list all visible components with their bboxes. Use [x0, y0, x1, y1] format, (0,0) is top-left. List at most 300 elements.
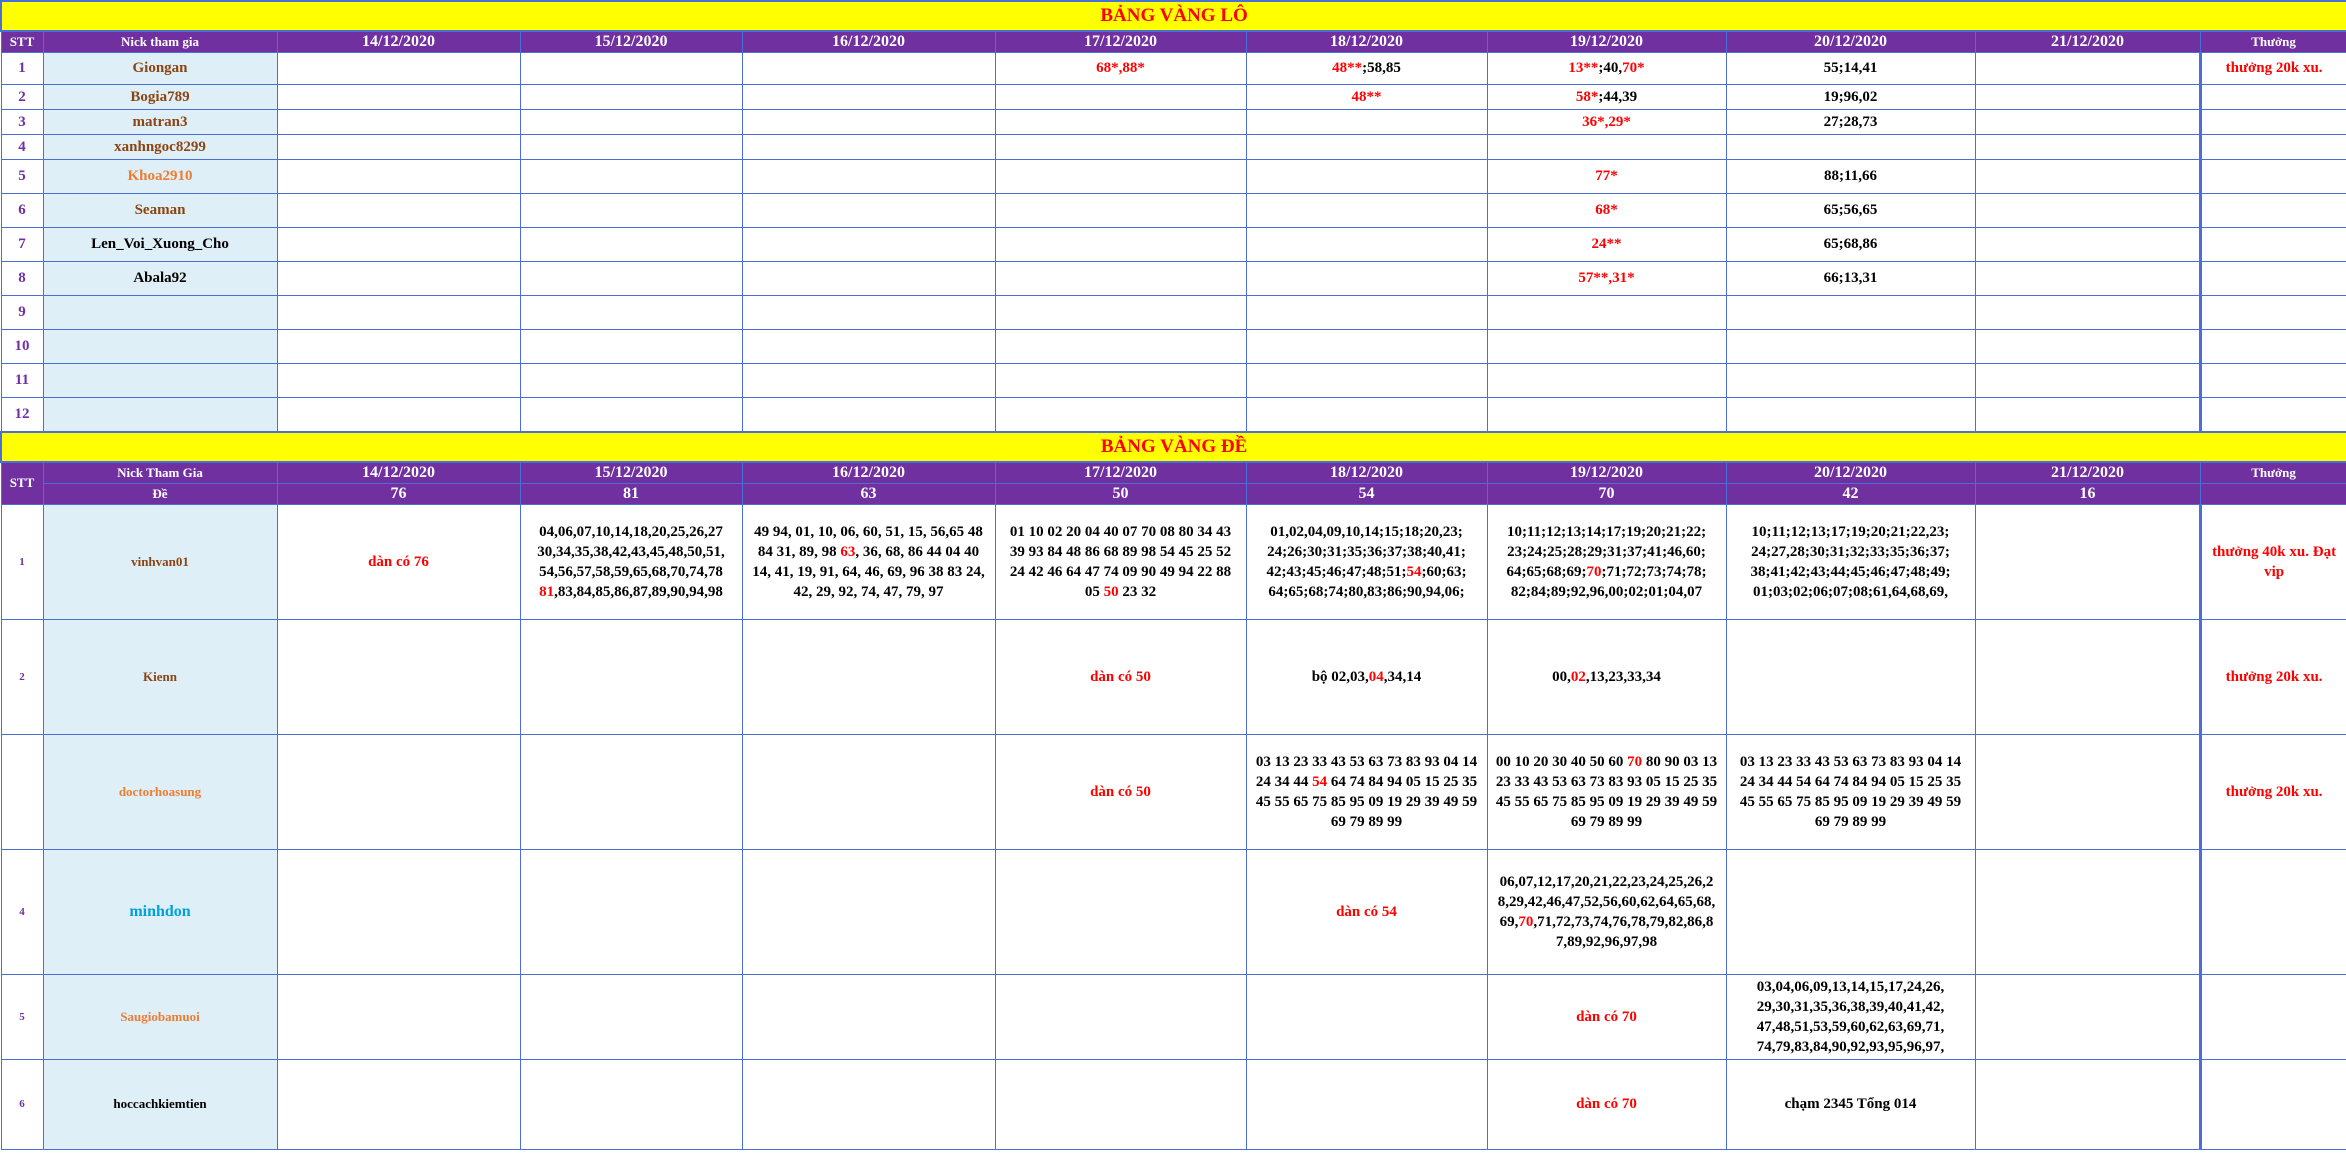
cell-text: dàn có 70 — [1576, 1008, 1637, 1025]
de-value-cell — [1246, 1059, 1487, 1149]
cell-text: 04 — [1368, 668, 1384, 685]
de-value-cell — [2200, 504, 2346, 619]
cell-text: 88;11,66 — [1824, 168, 1877, 184]
cell-text: ,13,23,33,34 — [1585, 668, 1661, 685]
cell-text: 57**,31* — [1578, 270, 1635, 286]
lo-row — [1, 330, 2346, 364]
de-value-cell — [995, 849, 1246, 974]
stt-cell: 9 — [1, 296, 43, 330]
cell-text: 64 74 84 94 05 15 25 35 45 55 65 75 85 95 09 19 29 39 49 59 69 79 89 99 — [1255, 773, 1478, 830]
de-value-cell — [520, 504, 742, 619]
cell-text: chạm 2345 Tổng 014 — [1784, 1096, 1917, 1112]
de-value-cell — [1487, 849, 1726, 974]
cell-text: ;71;72;73;74;78; 82;84;89;92,96,00;02;01;04,07 — [1510, 563, 1707, 600]
lo-value-cell — [2200, 262, 2346, 296]
cell-text: 48** — [1351, 88, 1382, 105]
de-header-cell: 19/12/2020 — [1487, 462, 1726, 484]
lo-value-cell — [1975, 262, 2200, 296]
de-value-cell — [1246, 734, 1487, 849]
de-value-cell — [2200, 619, 2346, 734]
lo-header-cell: 19/12/2020 — [1487, 31, 1726, 53]
de-value-cell — [1726, 504, 1975, 619]
cell-text: dàn có 50 — [1090, 668, 1151, 685]
lo-value-cell — [1487, 330, 1726, 364]
stt-cell: 5 — [1, 160, 43, 194]
cell-text: 58* — [1575, 88, 1599, 105]
de-value-cell — [2200, 734, 2346, 849]
de-value-cell — [1975, 974, 2200, 1059]
de-header-cell: 18/12/2020 — [1246, 462, 1487, 484]
lo-value-cell — [2200, 85, 2346, 110]
cell-text: thưởng 20k xu. — [2225, 668, 2323, 685]
lo-value-cell — [277, 194, 520, 228]
lo-value-cell — [277, 160, 520, 194]
cell-text: 63 — [840, 543, 856, 560]
de-value-cell — [742, 619, 995, 734]
cell-text: ,71,72,73,74,76,78,79,82,86,8 7,89,92,96,97,98 — [1533, 913, 1714, 950]
cell-text: 00, — [1552, 668, 1571, 685]
lo-title-row — [1, 1, 2346, 31]
stt-cell — [1, 734, 43, 849]
de-value-cell — [277, 1059, 520, 1149]
nick-cell: Kienn — [43, 619, 277, 734]
cell-text: 65;56,65 — [1823, 202, 1878, 218]
cell-text: ,34,14 — [1383, 668, 1422, 685]
de-value-cell — [742, 504, 995, 619]
cell-text: bộ 02,03, — [1311, 668, 1369, 685]
de-value-cell — [277, 619, 520, 734]
cell-text: thưởng 40k xu. Đạt vip — [2212, 543, 2337, 580]
lo-value-cell — [1975, 296, 2200, 330]
lo-value-cell — [742, 296, 995, 330]
cell-text: 01 10 02 20 04 40 07 70 08 80 34 43 39 93 84 48 86 68 89 98 54 45 25 52 24 42 46 64 47 74 09 90 49 94 22 88 05 — [1009, 523, 1232, 600]
lo-value-cell — [277, 296, 520, 330]
de-header-row — [1, 462, 2346, 484]
cell-text: 10;11;12;13;14;17;19;20;21;22; 23;24;25;28;29;31;37;41;46,60; 64;65;68;69; — [1506, 523, 1707, 580]
lo-value-cell — [1246, 330, 1487, 364]
de-result-cell: 63 — [742, 483, 995, 504]
de-value-cell — [520, 619, 742, 734]
lo-header-cell: Thưởng — [2200, 31, 2346, 53]
de-value-cell — [1487, 974, 1726, 1059]
cell-text: 00 10 20 30 40 50 60 — [1495, 753, 1628, 770]
de-value-cell — [1246, 849, 1487, 974]
de-value-cell — [277, 974, 520, 1059]
lo-row — [1, 110, 2346, 135]
lo-row — [1, 296, 2346, 330]
lo-value-cell — [520, 296, 742, 330]
stt-header: STT — [1, 462, 43, 505]
lo-value-cell — [520, 160, 742, 194]
lo-value-cell — [1246, 398, 1487, 432]
lo-value-cell — [520, 194, 742, 228]
lo-value-cell — [520, 262, 742, 296]
cell-text: 03 13 23 33 43 53 63 73 83 93 04 14 24 34 44 54 64 74 84 94 05 15 25 35 45 55 65 75 85 95 09 19 29 39 49 59 69 79 89 99 — [1739, 753, 1962, 830]
lo-header-cell: 20/12/2020 — [1726, 31, 1975, 53]
de-value-cell — [1487, 504, 1726, 619]
nick-cell — [43, 364, 277, 398]
de-header-cell: 21/12/2020 — [1975, 462, 2200, 484]
lo-value-cell — [742, 85, 995, 110]
cell-text: thưởng 20k xu. — [2225, 783, 2323, 800]
lo-value-cell — [1487, 398, 1726, 432]
de-value-cell — [277, 849, 520, 974]
nick-cell: xanhngoc8299 — [43, 135, 277, 160]
lo-header-cell: 18/12/2020 — [1246, 31, 1487, 53]
lo-value-cell — [1975, 194, 2200, 228]
de-row — [1, 504, 2346, 619]
lo-value-cell — [742, 262, 995, 296]
lo-value-cell — [1246, 194, 1487, 228]
lo-header-cell: 15/12/2020 — [520, 31, 742, 53]
de-result-cell: 81 — [520, 483, 742, 504]
lo-header-cell: 16/12/2020 — [742, 31, 995, 53]
de-value-cell — [742, 974, 995, 1059]
lo-value-cell — [1487, 296, 1726, 330]
cell-text: ;60;63; 64;65;68;74;80,83;86;90,94,06; — [1268, 563, 1467, 600]
lo-value-cell — [742, 364, 995, 398]
nick-cell — [43, 398, 277, 432]
lo-value-cell — [277, 330, 520, 364]
lo-value-cell — [1975, 110, 2200, 135]
lo-value-cell — [1487, 135, 1726, 160]
de-value-cell — [2200, 974, 2346, 1059]
de-result-cell: 42 — [1726, 483, 1975, 504]
lo-value-cell — [1975, 53, 2200, 85]
lo-value-cell — [1246, 262, 1487, 296]
lo-value-cell — [1975, 330, 2200, 364]
stt-cell: 5 — [1, 974, 43, 1059]
lo-value-cell — [1487, 53, 1726, 85]
de-result-cell: Đề — [43, 483, 277, 504]
lo-value-cell — [277, 110, 520, 135]
lo-value-cell — [2200, 110, 2346, 135]
cell-text: 24** — [1591, 236, 1622, 252]
de-value-cell — [995, 974, 1246, 1059]
cell-text: 70* — [1622, 60, 1645, 76]
cell-text: ;44,39 — [1598, 88, 1638, 105]
lo-value-cell — [1726, 364, 1975, 398]
lo-value-cell — [1487, 110, 1726, 135]
lo-row — [1, 262, 2346, 296]
stt-cell: 6 — [1, 1059, 43, 1149]
lo-value-cell — [1246, 53, 1487, 85]
de-header-cell: Nick Tham Gia — [43, 462, 277, 484]
lo-value-cell — [1975, 364, 2200, 398]
de-header-cell: 17/12/2020 — [995, 462, 1246, 484]
lo-row — [1, 160, 2346, 194]
lo-value-cell — [2200, 194, 2346, 228]
lo-value-cell — [1726, 110, 1975, 135]
de-value-cell — [277, 504, 520, 619]
lo-row — [1, 398, 2346, 432]
lo-value-cell — [1975, 398, 2200, 432]
de-result-cell: 76 — [277, 483, 520, 504]
lo-value-cell — [995, 296, 1246, 330]
lo-value-cell — [995, 85, 1246, 110]
lo-value-cell — [1246, 85, 1487, 110]
lo-value-cell — [520, 364, 742, 398]
de-value-cell — [2200, 849, 2346, 974]
de-value-cell — [995, 734, 1246, 849]
lo-value-cell — [1726, 85, 1975, 110]
de-header-cell: 20/12/2020 — [1726, 462, 1975, 484]
de-value-cell — [520, 1059, 742, 1149]
de-value-cell — [1726, 849, 1975, 974]
de-value-cell — [1726, 619, 1975, 734]
de-header-cell: 16/12/2020 — [742, 462, 995, 484]
de-value-cell — [1726, 734, 1975, 849]
lo-value-cell — [1726, 135, 1975, 160]
de-row — [1, 619, 2346, 734]
stt-cell: 7 — [1, 228, 43, 262]
lo-value-cell — [1975, 160, 2200, 194]
lo-value-cell — [1246, 296, 1487, 330]
de-result-cell: 16 — [1975, 483, 2200, 504]
lo-value-cell — [1246, 135, 1487, 160]
stt-cell: 2 — [1, 619, 43, 734]
de-value-cell — [1487, 1059, 1726, 1149]
de-value-cell — [742, 849, 995, 974]
de-value-cell — [2200, 1059, 2346, 1149]
cell-text: 81 — [539, 583, 555, 600]
lo-value-cell — [1487, 160, 1726, 194]
stt-cell: 8 — [1, 262, 43, 296]
lo-value-cell — [277, 262, 520, 296]
lo-value-cell — [1487, 262, 1726, 296]
cell-text: thưởng 20k xu. — [2225, 60, 2323, 76]
de-value-cell — [1726, 1059, 1975, 1149]
lo-value-cell — [742, 330, 995, 364]
lo-header-row — [1, 31, 2346, 53]
cell-text: 70 — [1518, 913, 1534, 930]
stt-cell: 1 — [1, 53, 43, 85]
lo-header-cell: Nick tham gia — [43, 31, 277, 53]
cell-text: ;40, — [1598, 60, 1623, 76]
lo-value-cell — [995, 262, 1246, 296]
lo-header-cell: 14/12/2020 — [277, 31, 520, 53]
lo-value-cell — [520, 330, 742, 364]
lo-value-cell — [995, 110, 1246, 135]
nick-cell: Len_Voi_Xuong_Cho — [43, 228, 277, 262]
stt-cell: 4 — [1, 135, 43, 160]
lo-value-cell — [742, 160, 995, 194]
nick-cell: Khoa2910 — [43, 160, 277, 194]
cell-text: 03 13 23 33 43 53 63 73 83 93 04 14 24 34 44 — [1255, 753, 1478, 790]
lo-value-cell — [520, 53, 742, 85]
nick-cell: hoccachkiemtien — [43, 1059, 277, 1149]
lo-header-cell: 21/12/2020 — [1975, 31, 2200, 53]
lo-value-cell — [995, 398, 1246, 432]
stt-cell: 4 — [1, 849, 43, 974]
lo-value-cell — [2200, 398, 2346, 432]
cell-text: 19;96,02 — [1823, 88, 1878, 105]
lo-value-cell — [277, 85, 520, 110]
nick-cell: Saugiobamuoi — [43, 974, 277, 1059]
nick-cell: doctorhoasung — [43, 734, 277, 849]
de-value-cell — [742, 734, 995, 849]
lo-value-cell — [1726, 160, 1975, 194]
lo-value-cell — [520, 110, 742, 135]
stt-cell: 10 — [1, 330, 43, 364]
nick-cell — [43, 330, 277, 364]
cell-text: ,83,84,85,86,87,89,90,94,98 — [554, 583, 723, 600]
cell-text: dàn có 76 — [368, 553, 429, 570]
cell-text: 06,07,12,17,20,21,22,23,24,25,26,2 8,29,42,46,47,52,56,60,62,64,65,68, 69, — [1497, 873, 1716, 930]
cell-text: 23 32 — [1118, 583, 1157, 600]
lo-value-cell — [277, 135, 520, 160]
lo-value-cell — [2200, 160, 2346, 194]
de-value-cell — [520, 849, 742, 974]
cell-text: 13** — [1568, 60, 1599, 76]
lo-value-cell — [995, 135, 1246, 160]
de-value-cell — [1726, 974, 1975, 1059]
de-title: BẢNG VÀNG ĐỀ — [1, 432, 2346, 462]
lo-value-cell — [2200, 228, 2346, 262]
de-row — [1, 734, 2346, 849]
de-row — [1, 974, 2346, 1059]
de-value-cell — [1487, 619, 1726, 734]
lo-row — [1, 364, 2346, 398]
lo-value-cell — [1487, 85, 1726, 110]
lo-value-cell — [1487, 194, 1726, 228]
lo-value-cell — [1726, 296, 1975, 330]
cell-text: 50 — [1103, 583, 1119, 600]
de-result-cell: 70 — [1487, 483, 1726, 504]
lo-value-cell — [1726, 228, 1975, 262]
nick-cell: Abala92 — [43, 262, 277, 296]
lo-value-cell — [1726, 330, 1975, 364]
cell-text: , 36, 68, 86 44 04 40 14, 41, 19, 91, 64, 46, 69, 96 38 83 24, 42, 29, 92, 74, 47, 79, 97 — [752, 543, 985, 600]
de-result-cell — [2200, 483, 2346, 504]
de-value-cell — [1246, 504, 1487, 619]
lo-value-cell — [742, 398, 995, 432]
de-result-cell: 50 — [995, 483, 1246, 504]
lo-value-cell — [520, 135, 742, 160]
cell-text: 65;68,86 — [1823, 236, 1878, 252]
nick-cell: matran3 — [43, 110, 277, 135]
lo-value-cell — [277, 53, 520, 85]
lo-value-cell — [520, 85, 742, 110]
lo-value-cell — [742, 194, 995, 228]
de-value-cell — [995, 504, 1246, 619]
stt-cell: 3 — [1, 110, 43, 135]
lo-row — [1, 53, 2346, 85]
lo-header-cell: STT — [1, 31, 43, 53]
lo-value-cell — [1726, 53, 1975, 85]
nick-cell: Bogia789 — [43, 85, 277, 110]
lo-value-cell — [995, 330, 1246, 364]
cell-text: dàn có 70 — [1576, 1096, 1637, 1112]
lo-value-cell — [2200, 135, 2346, 160]
lo-row — [1, 135, 2346, 160]
de-value-cell — [1975, 734, 2200, 849]
de-value-cell — [520, 734, 742, 849]
lo-value-cell — [1726, 398, 1975, 432]
de-value-cell — [1975, 504, 2200, 619]
stt-cell: 12 — [1, 398, 43, 432]
cell-text: 04,06,07,10,14,18,20,25,26,27 30,34,35,38,42,43,45,48,50,51, 54,56,57,58,59,65,68,70,74,78 — [537, 523, 725, 580]
lo-value-cell — [520, 398, 742, 432]
cell-text: dàn có 50 — [1090, 783, 1151, 800]
de-row — [1, 849, 2346, 974]
stt-cell: 6 — [1, 194, 43, 228]
cell-text: 49 94, 01, 10, 06, 60, 51, 15, 56,65 48 84 31, 89, 98 — [754, 523, 983, 560]
de-value-cell — [995, 1059, 1246, 1149]
de-value-cell — [1487, 734, 1726, 849]
cell-text: 10;11;12;13;17;19;20;21;22,23; 24;27,28;30;31;32;33;35;36;37; 38;41;42;43;44;45;46;47;48;49; 01;03;02;06;07;08;61,64,68,69, — [1750, 523, 1951, 600]
cell-text: 70 — [1586, 563, 1602, 580]
lo-value-cell — [520, 228, 742, 262]
cell-text: 55;14,41 — [1823, 60, 1878, 76]
cell-text: 54 — [1406, 563, 1422, 580]
lo-row — [1, 85, 2346, 110]
lo-value-cell — [742, 110, 995, 135]
de-title-row — [1, 432, 2346, 462]
lo-value-cell — [995, 194, 1246, 228]
lo-value-cell — [1726, 194, 1975, 228]
nick-cell: minhdon — [43, 849, 277, 974]
lo-title: BẢNG VÀNG LÔ — [1, 1, 2346, 31]
de-value-cell — [520, 974, 742, 1059]
cell-text: 54 — [1312, 773, 1328, 790]
cell-text: 77* — [1595, 168, 1618, 184]
lo-value-cell — [1246, 110, 1487, 135]
lo-value-cell — [2200, 53, 2346, 85]
lo-value-cell — [742, 228, 995, 262]
lo-header-cell: 17/12/2020 — [995, 31, 1246, 53]
lo-value-cell — [1246, 364, 1487, 398]
lo-value-cell — [277, 364, 520, 398]
de-value-cell — [277, 734, 520, 849]
stt-cell: 1 — [1, 504, 43, 619]
de-header-cell: 14/12/2020 — [277, 462, 520, 484]
nick-cell — [43, 296, 277, 330]
lo-value-cell — [995, 160, 1246, 194]
lo-value-cell — [277, 228, 520, 262]
lo-row — [1, 194, 2346, 228]
cell-text: 68* — [1595, 202, 1618, 218]
de-result-row — [1, 483, 2346, 504]
de-value-cell — [1975, 849, 2200, 974]
lo-value-cell — [1487, 364, 1726, 398]
cell-text: 02 — [1570, 668, 1586, 685]
stt-cell: 2 — [1, 85, 43, 110]
stt-cell: 11 — [1, 364, 43, 398]
de-header-cell: Thưởng — [2200, 462, 2346, 484]
nick-cell: Seaman — [43, 194, 277, 228]
nick-cell: vinhvan01 — [43, 504, 277, 619]
cell-text: 48** — [1332, 60, 1363, 76]
lo-value-cell — [1975, 135, 2200, 160]
lo-value-cell — [2200, 364, 2346, 398]
lo-row — [1, 228, 2346, 262]
lo-value-cell — [995, 53, 1246, 85]
lo-value-cell — [1487, 228, 1726, 262]
de-header-cell: 15/12/2020 — [520, 462, 742, 484]
lo-value-cell — [1726, 262, 1975, 296]
cell-text: ;58,85 — [1362, 60, 1401, 76]
de-result-cell: 54 — [1246, 483, 1487, 504]
cell-text: 27;28,73 — [1823, 113, 1878, 130]
de-value-cell — [1975, 619, 2200, 734]
de-value-cell — [742, 1059, 995, 1149]
cell-text: 80 90 03 13 23 33 43 53 63 73 83 93 05 15 25 35 45 55 65 75 85 95 09 19 29 39 49 59 69 79 89 99 — [1495, 753, 1718, 830]
lo-value-cell — [277, 398, 520, 432]
lo-value-cell — [995, 364, 1246, 398]
nick-cell: Giongan — [43, 53, 277, 85]
lo-value-cell — [742, 53, 995, 85]
